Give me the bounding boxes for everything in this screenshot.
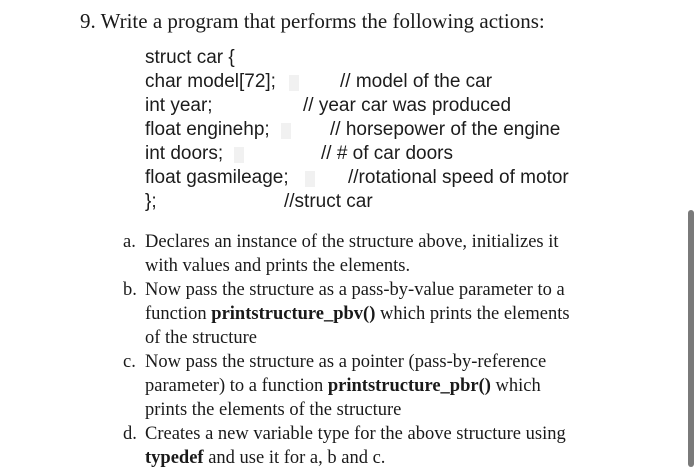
item-a-line2: with values and prints the elements. (145, 256, 411, 276)
item-c-line2 (145, 374, 625, 398)
field-comment-year: // year car was produced (303, 95, 512, 116)
item-b-letter: b. (123, 280, 137, 300)
item-c-line2-post: which (490, 376, 541, 396)
scan-artifact (281, 123, 291, 139)
field-comment-doors: // # of car doors (321, 143, 454, 164)
item-c-line2-pre: parameter) to a function (145, 376, 328, 396)
scan-artifact (289, 75, 299, 91)
item-d-line2 (145, 446, 625, 467)
function-name-pbv: printstructure_pbv() (211, 304, 376, 324)
item-b-line3: of the structure (145, 328, 257, 348)
struct-close-comment: //struct car (284, 191, 373, 212)
field-comment-gasmileage: //rotational speed of motor (348, 167, 569, 188)
scan-artifact (305, 171, 315, 187)
item-c-letter: c. (123, 352, 136, 372)
item-d-letter: d. (123, 424, 137, 444)
item-d-line2-post: and use it for a, b and c. (203, 448, 386, 467)
struct-open: struct car { (145, 47, 235, 68)
field-decl-doors: int doors; (145, 143, 224, 164)
scan-artifact (234, 147, 244, 163)
question-heading: 9. Write a program that performs the following actions: (80, 9, 545, 33)
function-name-pbr: printstructure_pbr() (327, 376, 491, 396)
item-c-line3: prints the elements of the structure (145, 400, 402, 420)
item-a-letter: a. (123, 232, 136, 252)
item-b-line2-pre: function (145, 304, 212, 324)
field-decl-model: char model[72]; (145, 71, 276, 92)
struct-close: }; (145, 191, 157, 212)
field-decl-enginehp: float enginehp; (145, 119, 270, 140)
keyword-typedef: typedef (145, 448, 204, 467)
vertical-scrollbar[interactable] (688, 210, 694, 467)
field-comment-model: // model of the car (340, 71, 493, 92)
item-c-line1: Now pass the structure as a pointer (pass-by-reference (145, 352, 547, 372)
item-b-line2 (145, 302, 625, 326)
field-comment-enginehp: // horsepower of the engine (330, 119, 561, 140)
item-b-line1: Now pass the structure as a pass-by-value parameter to a (145, 280, 565, 300)
item-a-line1: Declares an instance of the structure above, initializes it (145, 232, 559, 252)
item-d-line1: Creates a new variable type for the above structure using (145, 424, 566, 444)
field-decl-year: int year; (145, 95, 213, 116)
field-decl-gasmileage: float gasmileage; (145, 167, 289, 188)
item-b-line2-post: which prints the elements (375, 304, 570, 324)
